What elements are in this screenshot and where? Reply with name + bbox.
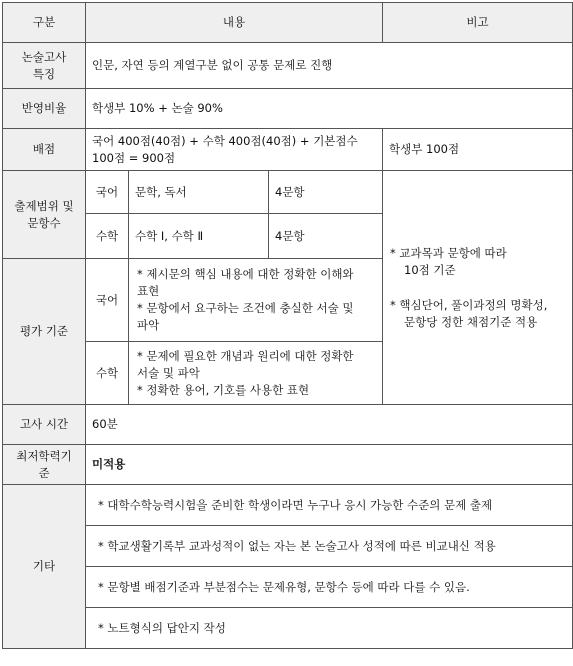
criteria-math-item1-line2: 서술 및 파악: [137, 365, 200, 380]
header-notes: 비고: [383, 3, 573, 43]
criteria-korean-item2: [133, 300, 378, 334]
label-minimum-line2: 준: [38, 465, 50, 480]
score-note: 학생부 100점: [383, 129, 573, 171]
criteria-math-subject: 수학: [86, 342, 129, 405]
shared-note-1-line2: 10점 기준: [404, 262, 456, 277]
label-feature-line2: 특징: [32, 66, 56, 81]
scope-korean-count: 4문항: [269, 171, 383, 214]
label-score: 배점: [3, 129, 86, 171]
shared-note-1: [390, 245, 565, 279]
criteria-korean-item1-line2: 표현: [137, 284, 160, 298]
time-content: 60분: [86, 405, 573, 445]
criteria-korean-item2-line2: 파악: [137, 318, 160, 332]
label-criteria: 평가 기준: [3, 259, 86, 405]
score-content-line2: 100점 = 900점: [92, 150, 176, 165]
label-ratio: 반영비율: [3, 89, 86, 129]
scope-math-count: 4문항: [269, 214, 383, 259]
label-feature-line1: 논술고사: [21, 49, 67, 64]
scope-korean-range: 문학, 독서: [129, 171, 269, 214]
etc-item-3: * 문항별 배점기준과 부분점수는 문제유형, 문항수 등에 따라 다를 수 있음.: [86, 567, 573, 608]
criteria-korean-item1-line1: * 제시문의 핵심 내용에 대한 정확한 이해와: [137, 267, 354, 281]
criteria-math-item2-line1: * 정확한 용어, 기호를 사용한 표현: [137, 382, 310, 397]
scope-math-range: 수학 Ⅰ, 수학 Ⅱ: [129, 214, 269, 259]
minimum-content: 미적용: [86, 445, 573, 485]
shared-note-2: [390, 297, 565, 331]
shared-note-2-line2: 문항당 정한 채점기준 적용: [404, 314, 538, 329]
shared-note-1-line1: * 교과목과 문항에 따라: [390, 245, 507, 260]
label-time: 고사 시간: [3, 405, 86, 445]
ratio-content: 학생부 10% + 논술 90%: [86, 89, 573, 129]
score-content: [86, 129, 383, 171]
label-minimum-line1: 최저학력기: [16, 448, 72, 463]
header-category: 구분: [3, 3, 86, 43]
criteria-korean-item1: [133, 266, 378, 300]
criteria-korean-items: [129, 259, 383, 342]
criteria-math-item1: [133, 348, 378, 382]
label-minimum: [3, 445, 86, 485]
feature-content: 인문, 자연 등의 계열구분 없이 공통 문제로 진행: [86, 43, 573, 89]
etc-item-1: * 대학수학능력시험을 준비한 학생이라면 누구나 응시 가능한 수준의 문제 출제: [86, 485, 573, 526]
score-content-line1: 국어 400점(40점) + 수학 400점(40점) + 기본점수: [92, 133, 358, 148]
label-scope-line1: 출제범위 및: [14, 198, 74, 213]
scope-korean-subject: 국어: [86, 171, 129, 214]
label-etc: 기타: [3, 485, 86, 649]
etc-item-4: * 노트형식의 답안지 작성: [86, 608, 573, 649]
label-feature: [3, 43, 86, 89]
label-scope: [3, 171, 86, 259]
criteria-math-items: [129, 342, 383, 405]
criteria-korean-subject: 국어: [86, 259, 129, 342]
shared-notes: [383, 171, 573, 405]
criteria-korean-item2-line1: * 문항에서 요구하는 조건에 충실한 서술 및: [137, 301, 354, 315]
scope-math-subject: 수학: [86, 214, 129, 259]
criteria-math-item2: [133, 382, 378, 399]
criteria-math-item1-line1: * 문제에 필요한 개념과 원리에 대한 정확한: [137, 348, 354, 363]
exam-info-table: [2, 2, 573, 649]
etc-item-2: * 학교생활기록부 교과성적이 없는 자는 본 논술고사 성적에 따른 비교내신 적용: [86, 526, 573, 567]
header-content: 내용: [86, 3, 383, 43]
label-scope-line2: 문항수: [27, 215, 61, 230]
shared-note-2-line1: * 핵심단어, 풀이과정의 명확성,: [390, 297, 548, 312]
